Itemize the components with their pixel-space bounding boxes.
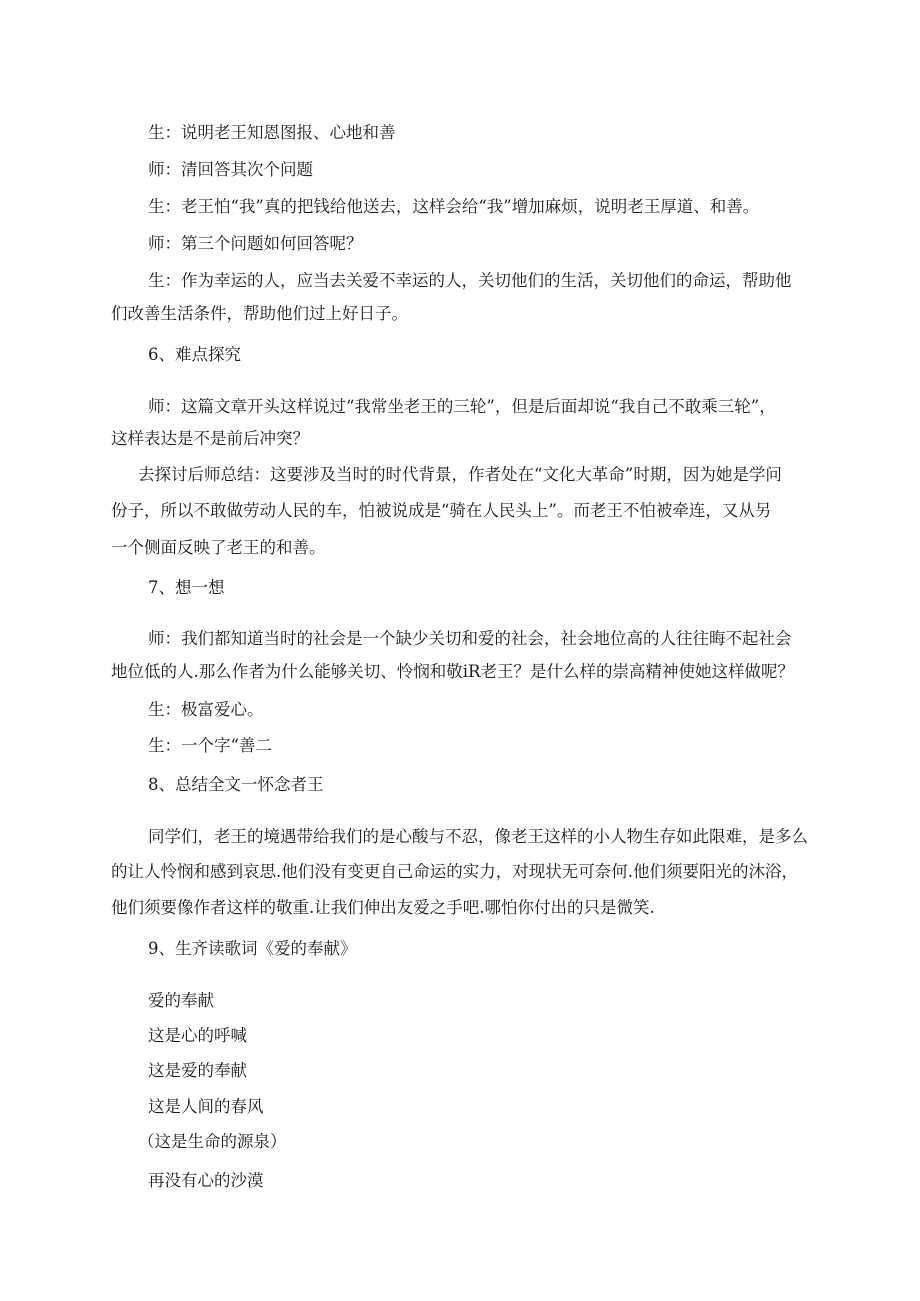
section-6-teacher-line1: 师：这篇文章开头这样说过“我常坐老王的三轮”，但是后面却说“我自己不敢乘三轮”， (148, 397, 776, 416)
section-6-summary-line2: 份子，所以不敢做劳动人民的车，怕被说成是“骑在人民头上”。而老王不怕被牵连，又从另 (111, 501, 772, 520)
section-7-teacher-line1: 师：我们都知道当时的社会是一个缺少关切和爱的社会，社会地位高的人往往晦不起社会 (148, 629, 792, 648)
section-7-student-1: 生：极富爱心。 (148, 700, 264, 719)
section-8-line3: 他们须要像作者这样的敬重.让我们伸出友爱之手吧.哪怕你付出的只是微笑. (111, 898, 655, 917)
dialogue-student-3-line1: 生：作为幸运的人，应当去关爱不幸运的人，关切他们的生活，关切他们的命运，帮助他 (148, 271, 792, 290)
section-6-summary-line3: 一个侧面反映了老王的和善。 (111, 538, 326, 557)
section-9-heading: 9、生齐读歌词《爱的奉献》 (148, 939, 357, 958)
lyric-line: 这是爱的奉献 (148, 1061, 247, 1080)
lyric-line: （这是生命的源泉） (138, 1132, 287, 1151)
section-6-teacher-line2: 这样表达是不是前后冲突？ (111, 429, 309, 448)
section-7-student-2: 生：一个字“善二 (148, 736, 272, 755)
section-8-line1: 同学们，老王的境遇带给我们的是心酸与不忍，像老王这样的小人物生存如此限难，是多么 (148, 827, 808, 846)
dialogue-teacher-1: 师：清回答其次个问题 (148, 160, 313, 179)
section-7-heading: 7、想一想 (148, 578, 225, 597)
dialogue-student-2: 生：老王怕“我”真的把钱给他送去，这样会给“我”增加麻烦，说明老王厚道、和善。 (148, 197, 760, 216)
lyric-line: 再没有心的沙漠 (148, 1171, 264, 1190)
dialogue-student-1: 生：说明老王知恩图报、心地和善 (148, 123, 396, 142)
section-8-line2: 的让人怜悯和感到哀思.他们没有变更自己命运的实力，对现状无可奈何.他们须要阳光的沐浴， (111, 862, 798, 881)
lyric-line: 爱的奉献 (148, 991, 214, 1010)
section-6-summary-line1: 去探讨后师总结：这要涉及当时的时代背景，作者处在“文化大革命”时期，因为她是学问 (138, 465, 782, 484)
section-6-heading: 6、难点探究 (148, 345, 241, 364)
section-7-teacher-line2: 地位低的人.那么作者为什么能够关切、怜悯和敬iR老王？是什么样的崇高精神使她这样做呢？ (111, 662, 794, 681)
section-8-heading: 8、总结全文一怀念者王 (148, 775, 324, 794)
dialogue-teacher-2: 师：第三个问题如何回答呢？ (148, 234, 363, 253)
lyric-line: 这是人间的春风 (148, 1097, 264, 1116)
lyric-line: 这是心的呼喊 (148, 1026, 247, 1045)
dialogue-student-3-line2: 们改善生活条件，帮助他们过上好日子。 (111, 304, 408, 323)
